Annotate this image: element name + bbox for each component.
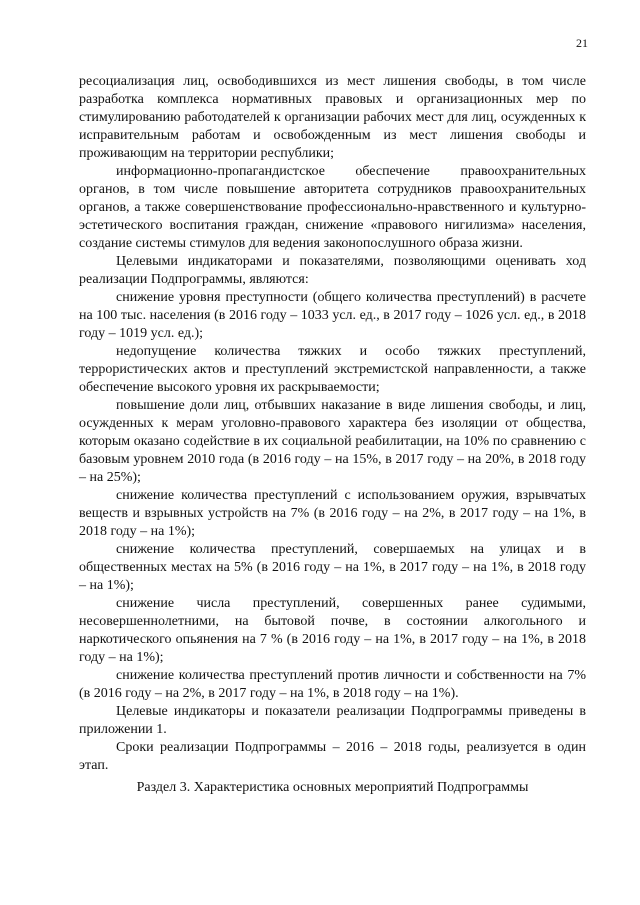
paragraph-appendix-reference: Целевые индикаторы и показатели реализации Подпрограммы приведены в приложении 1. [79, 704, 586, 737]
body-text [79, 73, 586, 775]
paragraph-street-crimes: снижение количества преступлений, совершаемых на улицах и в общественных местах на 5% (в 2016 году – на 1%, в 2017 году – на 1%, в 2018 году – на 1%); [79, 542, 586, 593]
paragraph-information-support: информационно-пропагандистское обеспечение правоохранительных органов, в том числе повышение авторитета сотрудников правоохранительных органов, а также совершенствование профессионально-нравственного и культурно-эстетического воспитания граждан, снижение «правового нигилизма» населения, создание системы стимулов для ведения законопослушного образа жизни. [79, 164, 586, 251]
paragraph-serious-crimes: недопущение количества тяжких и особо тяжких преступлений, террористических актов и преступлений экстремистской направленности, а также обеспечение высокого уровня их раскрываемости; [79, 344, 586, 395]
paragraph-crime-rate: снижение уровня преступности (общего количества преступлений) в расчете на 100 тыс. населения (в 2016 году – 1033 усл. ед., в 2017 году – 1026 усл. ед., в 2018 году – 1019 усл. ед.); [79, 290, 586, 341]
section-title: Раздел 3. Характеристика основных мероприятий Подпрограммы [136, 780, 529, 795]
paragraph-person-property-crimes: снижение количества преступлений против личности и собственности на 7% (в 2016 году – на 2%, в 2017 году – на 1%, в 2018 году – на 1%). [79, 668, 586, 701]
paragraph-implementation-period: Сроки реализации Подпрограммы – 2016 – 2018 годы, реализуется в один этап. [79, 740, 586, 773]
paragraph-rehabilitation-share: повышение доли лиц, отбывших наказание в виде лишения свободы, и лиц, осужденных к мерам уголовно-правового характера без изоляции от общества, которым оказано содействие в их социальной реабилитации, на 10% по сравнению с базовым уровнем 2010 года (в 2016 году – на 15%, в 2017 году – на 20%, в 2018 году – на 25%); [79, 398, 586, 485]
page-number: 21 [576, 36, 588, 50]
paragraph-indicators-intro: Целевыми индикаторами и показателями, позволяющими оценивать ход реализации Подпрограммы, являются: [79, 254, 586, 287]
paragraph-repeat-offenders: снижение числа преступлений, совершенных ранее судимыми, несовершеннолетними, на бытовой почве, в состоянии алкогольного и наркотического опьянения на 7 % (в 2016 году – на 1%, в 2017 году – на 1%, в 2018 году – на 1%); [79, 596, 586, 665]
paragraph-resocialization: ресоциализация лиц, освободившихся из мест лишения свободы, в том числе разработка комплекса нормативных правовых и организационных мер по стимулированию работодателей к организации рабочих мест для лиц, осужденных к исправительным работам и освобожденным из мест лишения свободы и проживающим на территории республики; [79, 74, 586, 161]
paragraph-weapons-crimes: снижение количества преступлений с использованием оружия, взрывчатых веществ и взрывных устройств на 7% (в 2016 году – на 2%, в 2017 году – на 1%, в 2018 году – на 1%); [79, 488, 586, 539]
